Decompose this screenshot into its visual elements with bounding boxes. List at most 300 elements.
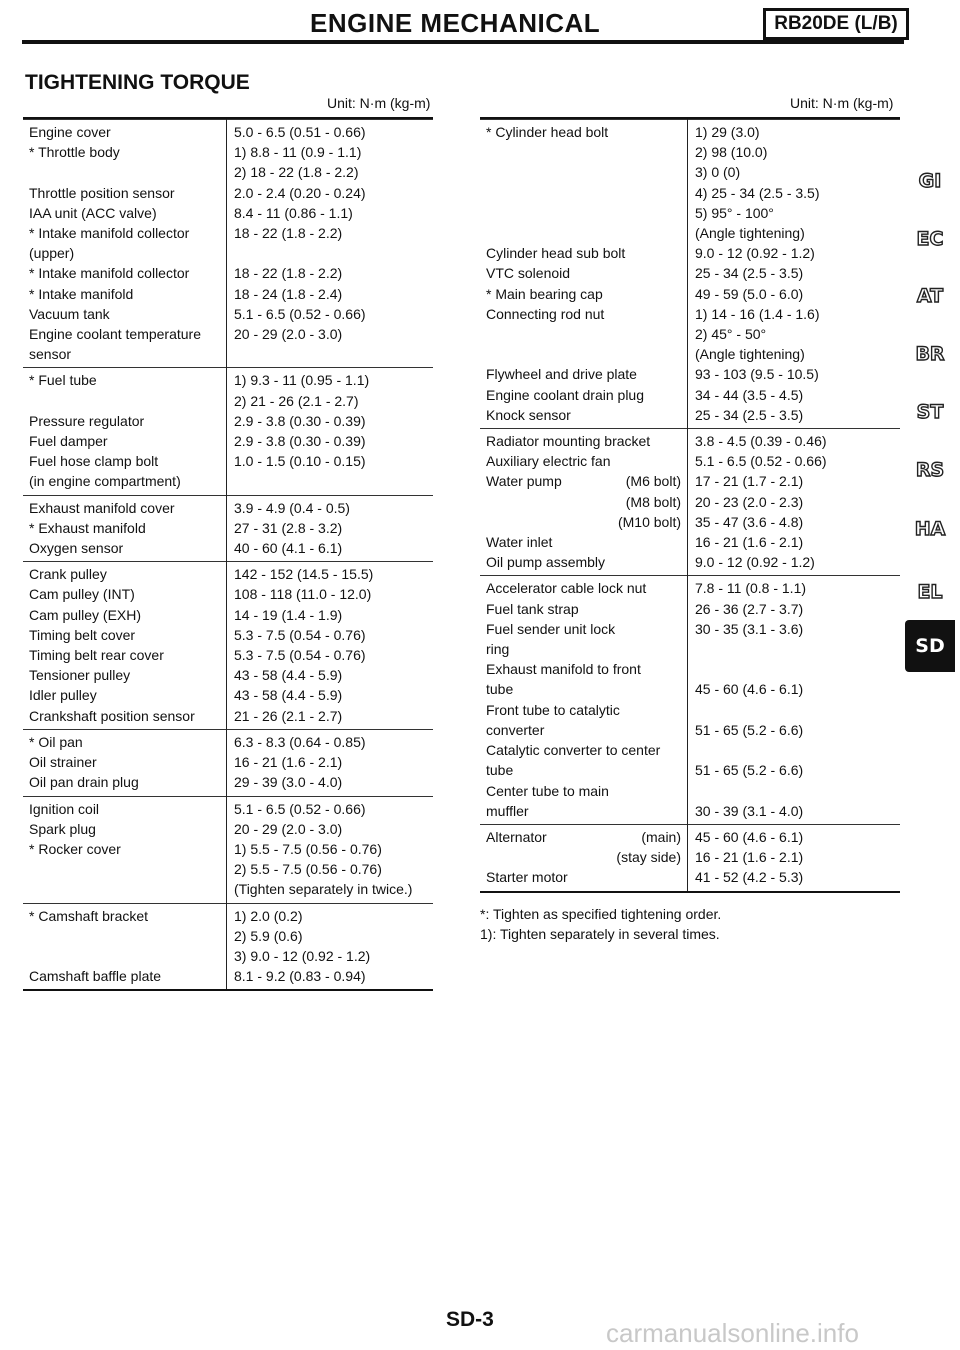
component-name-cell (480, 867, 687, 887)
table-row (480, 203, 900, 223)
table-row (480, 405, 900, 425)
table-group (480, 119, 900, 428)
table-row (23, 926, 433, 946)
component-name-cell (480, 781, 687, 801)
torque-value: 108 - 118 (11.0 - 12.0) (234, 586, 372, 603)
component-name (23, 859, 226, 879)
torque-value: 34 - 44 (3.5 - 4.5) (695, 386, 804, 403)
table-row (480, 162, 900, 182)
section-tab-at[interactable]: AT (916, 285, 944, 307)
table-row (23, 645, 433, 665)
notes (480, 904, 721, 944)
component-name-cell (480, 659, 687, 679)
table-row (480, 385, 900, 405)
component-name-cell (480, 304, 687, 324)
component-name-cell (480, 639, 687, 659)
watermark: carmanualsonline.info (606, 1318, 859, 1348)
torque-value: 93 - 103 (9.5 - 10.5) (695, 366, 819, 383)
torque-value: 25 - 34 (2.5 - 3.5) (695, 265, 804, 282)
torque-value (687, 700, 900, 720)
table-row (480, 599, 900, 619)
component-name: Engine coolant drain plug (486, 386, 645, 403)
table-row (23, 879, 433, 899)
component-qualifier: (main) (641, 828, 681, 845)
table-row (23, 605, 433, 625)
torque-value: 2) 98 (10.0) (695, 144, 768, 161)
torque-value: 2) 5.5 - 7.5 (0.56 - 0.76) (234, 861, 382, 878)
table-row (23, 391, 433, 411)
component-name: Fuel tank strap (486, 600, 579, 617)
table-row (23, 304, 433, 324)
table-row (23, 344, 433, 364)
component-name-cell (480, 679, 687, 699)
table-row (23, 906, 433, 926)
table-row (23, 732, 433, 752)
torque-value: 2) 18 - 22 (1.8 - 2.2) (234, 164, 359, 181)
table-group (23, 367, 433, 494)
component-name: Cam pulley (EXH) (29, 606, 142, 623)
section-tab-rs[interactable]: RS (915, 459, 945, 481)
component-name: Oxygen sensor (29, 540, 124, 557)
component-name: * Camshaft bracket (29, 907, 149, 924)
table-row (23, 625, 433, 645)
table-row (23, 203, 433, 223)
table-row (23, 584, 433, 604)
section-tab-ha[interactable]: HA (914, 518, 946, 540)
table-group (23, 796, 433, 903)
component-name: Starter motor (486, 869, 568, 886)
component-name: Vacuum tank (29, 305, 110, 322)
table-row (480, 324, 900, 344)
table-row (480, 183, 900, 203)
torque-value: 21 - 26 (2.1 - 2.7) (234, 707, 343, 724)
component-name-cell (480, 492, 687, 512)
table-row (480, 720, 900, 740)
table-row (23, 183, 433, 203)
table-row (480, 122, 900, 142)
torque-value: 20 - 29 (2.0 - 3.0) (234, 820, 343, 837)
table-group (23, 903, 433, 990)
component-name: Crank pulley (29, 566, 107, 583)
component-name-cell (480, 364, 687, 384)
torque-value (687, 639, 900, 659)
torque-value: 20 - 23 (2.0 - 2.3) (695, 493, 804, 510)
table-row (23, 122, 433, 142)
component-name: Fuel damper (29, 433, 108, 450)
component-name (23, 162, 226, 182)
table-row (23, 498, 433, 518)
component-name: Alternator (486, 828, 547, 845)
torque-value: 16 - 21 (1.6 - 2.1) (695, 849, 804, 866)
component-name: Throttle position sensor (29, 184, 175, 201)
component-name-cell (480, 405, 687, 425)
torque-value: 26 - 36 (2.7 - 3.7) (695, 600, 804, 617)
table-row (23, 538, 433, 558)
section-tab-el[interactable]: EL (917, 581, 943, 603)
torque-value: 25 - 34 (2.5 - 3.5) (695, 406, 804, 423)
torque-value: 8.4 - 11 (0.86 - 1.1) (234, 204, 353, 221)
component-name: Ignition coil (29, 800, 100, 817)
torque-value: 30 - 35 (3.1 - 3.6) (695, 620, 804, 637)
table-row (480, 578, 900, 598)
table-row (480, 263, 900, 283)
torque-value: 2.0 - 2.4 (0.20 - 0.24) (234, 184, 366, 201)
component-name: Radiator mounting bracket (486, 433, 651, 450)
component-name-cell (480, 263, 687, 283)
component-name: Connecting rod nut (486, 305, 605, 322)
table-row (480, 344, 900, 364)
table-row (23, 685, 433, 705)
component-name: VTC solenoid (486, 265, 571, 282)
torque-value: 5.1 - 6.5 (0.52 - 0.66) (695, 453, 827, 470)
section-tab-sd[interactable]: SD (905, 620, 955, 672)
component-name-cell (480, 243, 687, 263)
torque-value: 1) 8.8 - 11 (0.9 - 1.1) (234, 144, 362, 161)
torque-value: 7.8 - 11 (0.8 - 1.1) (695, 580, 807, 597)
component-name-cell (480, 122, 687, 142)
table-row (23, 966, 433, 986)
component-name-cell (480, 385, 687, 405)
component-name: Oil pan drain plug (29, 774, 139, 791)
torque-value: 20 - 29 (2.0 - 3.0) (234, 326, 343, 343)
torque-value: 35 - 47 (3.6 - 4.8) (695, 513, 804, 530)
torque-value: 3.9 - 4.9 (0.4 - 0.5) (234, 499, 350, 516)
torque-value: 30 - 39 (3.1 - 4.0) (695, 802, 804, 819)
component-name-cell (480, 203, 687, 223)
table-row (480, 532, 900, 552)
unit-label-left: Unit: N·m (kg-m) (327, 95, 431, 111)
table-row (480, 781, 900, 801)
table-row (480, 304, 900, 324)
torque-value: 17 - 21 (1.7 - 2.1) (695, 473, 804, 490)
torque-value (687, 740, 900, 760)
component-name-cell (480, 847, 687, 867)
table-row (23, 411, 433, 431)
table-row (480, 619, 900, 639)
torque-value: 1) 9.3 - 11 (0.95 - 1.1) (234, 372, 370, 389)
component-name: Camshaft baffle plate (29, 968, 162, 985)
component-name-cell (480, 740, 687, 760)
table-row (23, 752, 433, 772)
table-row (23, 518, 433, 538)
component-name: * Oil pan (29, 733, 83, 750)
table-row (23, 142, 433, 162)
component-name-cell (480, 142, 687, 162)
component-name: converter (486, 721, 545, 738)
component-name: Fuel sender unit lock (486, 620, 616, 637)
table-row (480, 431, 900, 451)
torque-value: 1) 5.5 - 7.5 (0.56 - 0.76) (234, 840, 382, 857)
component-name-cell (480, 599, 687, 619)
torque-value: 18 - 22 (1.8 - 2.2) (234, 265, 343, 282)
component-name: Catalytic converter to center (486, 742, 661, 759)
component-name: Idler pulley (29, 687, 97, 704)
component-name: Water pump (486, 473, 562, 490)
section-tab-gi[interactable]: GI (918, 170, 942, 192)
torque-value: 45 - 60 (4.6 - 6.1) (695, 681, 804, 698)
component-name: IAA unit (ACC valve) (29, 204, 157, 221)
table-row (23, 859, 433, 879)
component-name-cell (480, 512, 687, 532)
component-name (23, 946, 226, 966)
table-row (23, 706, 433, 726)
component-name-cell (480, 471, 687, 491)
torque-value: 40 - 60 (4.1 - 6.1) (234, 540, 343, 557)
table-row (23, 772, 433, 792)
component-name: * Fuel tube (29, 372, 97, 389)
torque-value: 16 - 21 (1.6 - 2.1) (234, 754, 343, 771)
table-row (480, 223, 900, 243)
table-row (23, 263, 433, 283)
component-name: Front tube to catalytic (486, 701, 620, 718)
component-name: Timing belt cover (29, 626, 136, 643)
table-row (480, 364, 900, 384)
component-qualifier: (M10 bolt) (617, 513, 681, 530)
component-qualifier: (M8 bolt) (625, 493, 681, 510)
table-row (480, 639, 900, 659)
torque-value: 49 - 59 (5.0 - 6.0) (695, 285, 804, 302)
torque-value (687, 659, 900, 679)
table-group (23, 119, 433, 367)
table-group (480, 575, 900, 823)
table-group (23, 729, 433, 796)
torque-value: (Tighten separately in twice.) (234, 881, 413, 898)
component-name: Cylinder head sub bolt (486, 245, 626, 262)
component-name: Engine cover (29, 124, 111, 140)
section-tab-st[interactable]: ST (916, 401, 944, 423)
table-row (23, 471, 433, 491)
table-row (23, 819, 433, 839)
component-name: * Intake manifold (29, 285, 134, 302)
component-name: (in engine compartment) (29, 473, 181, 490)
component-name-cell (480, 619, 687, 639)
torque-value: 27 - 31 (2.8 - 3.2) (234, 519, 343, 536)
component-name-cell (480, 344, 687, 364)
table-row (480, 740, 900, 760)
torque-value: 2.9 - 3.8 (0.30 - 0.39) (234, 412, 366, 429)
component-name-cell (480, 162, 687, 182)
component-name: (upper) (29, 245, 75, 262)
torque-value: 43 - 58 (4.4 - 5.9) (234, 687, 343, 704)
section-tab-ec[interactable]: EC (916, 228, 944, 250)
torque-value: 1.0 - 1.5 (0.10 - 0.15) (234, 453, 366, 470)
torque-value: 5.1 - 6.5 (0.52 - 0.66) (234, 800, 366, 817)
note-tighten-separately: 1): Tighten separately in several times. (480, 926, 720, 942)
torque-value: 5.1 - 6.5 (0.52 - 0.66) (234, 305, 366, 322)
table-row (480, 659, 900, 679)
torque-value: 142 - 152 (14.5 - 15.5) (234, 566, 374, 583)
torque-value: 14 - 19 (1.4 - 1.9) (234, 606, 343, 623)
component-name: * Cylinder head bolt (486, 124, 609, 140)
component-name-cell (480, 451, 687, 471)
table-row (23, 162, 433, 182)
component-name: Knock sensor (486, 406, 571, 423)
torque-value (226, 344, 433, 364)
torque-value: 51 - 65 (5.2 - 6.6) (695, 762, 804, 779)
component-name: * Main bearing cap (486, 285, 603, 302)
table-row (23, 223, 433, 243)
component-name: * Rocker cover (29, 840, 121, 857)
component-name: Water inlet (486, 534, 553, 551)
table-row (23, 451, 433, 471)
component-name: * Throttle body (29, 144, 120, 161)
component-name-cell (480, 431, 687, 451)
component-name: tube (486, 762, 514, 779)
component-name: Exhaust manifold cover (29, 499, 175, 516)
component-name: Engine coolant temperature (29, 326, 201, 343)
table-row (23, 799, 433, 819)
header-rule (22, 40, 904, 44)
torque-value: (Angle tightening) (695, 225, 805, 242)
table-row (480, 552, 900, 572)
component-name: Center tube to main (486, 782, 609, 799)
component-name: * Exhaust manifold (29, 519, 146, 536)
torque-value: 9.0 - 12 (0.92 - 1.2) (695, 554, 815, 571)
torque-value: 2) 21 - 26 (2.1 - 2.7) (234, 392, 359, 409)
component-name: tube (486, 681, 514, 698)
torque-value: 1) 2.0 (0.2) (234, 907, 303, 924)
component-name-cell (480, 578, 687, 598)
torque-value: 5.3 - 7.5 (0.54 - 0.76) (234, 626, 366, 643)
component-qualifier: (M6 bolt) (625, 473, 681, 490)
torque-value: 41 - 52 (4.2 - 5.3) (695, 869, 804, 886)
table-row (480, 867, 900, 887)
component-name: * Intake manifold collector (29, 225, 190, 242)
torque-value: 6.3 - 8.3 (0.64 - 0.85) (234, 733, 366, 750)
torque-value: 2.9 - 3.8 (0.30 - 0.39) (234, 433, 366, 450)
component-name: Exhaust manifold to front (486, 661, 641, 678)
table-row (480, 512, 900, 532)
left-torque-table (23, 117, 433, 991)
torque-value (226, 243, 433, 263)
torque-value: 8.1 - 9.2 (0.83 - 0.94) (234, 968, 366, 985)
table-group (23, 561, 433, 729)
note-tightening-order: *: Tighten as specified tightening order. (480, 906, 722, 922)
table-row (480, 760, 900, 780)
torque-value: (Angle tightening) (695, 346, 805, 363)
table-row (480, 827, 900, 847)
table-row (480, 284, 900, 304)
component-name: Pressure regulator (29, 412, 145, 429)
torque-value: 2) 45° - 50° (695, 326, 767, 343)
component-name (23, 879, 226, 899)
torque-value: 9.0 - 12 (0.92 - 1.2) (695, 245, 815, 262)
component-name (23, 391, 226, 411)
table-row (23, 370, 433, 390)
torque-value: 1) 29 (3.0) (695, 124, 760, 140)
section-title: TIGHTENING TORQUE (25, 71, 250, 94)
right-torque-table (480, 117, 900, 893)
component-name: Timing belt rear cover (29, 647, 164, 664)
component-name-cell (480, 700, 687, 720)
component-name: Accelerator cable lock nut (486, 580, 647, 597)
table-row (23, 284, 433, 304)
right-table-divider (687, 119, 688, 891)
table-row (23, 946, 433, 966)
left-table-divider (226, 119, 227, 989)
table-row (480, 700, 900, 720)
torque-value: 16 - 21 (1.6 - 2.1) (695, 534, 804, 551)
component-name-cell (480, 552, 687, 572)
torque-value: 45 - 60 (4.6 - 6.1) (695, 828, 804, 845)
component-name-cell (480, 284, 687, 304)
torque-value: 4) 25 - 34 (2.5 - 3.5) (695, 184, 820, 201)
torque-value: 5) 95° - 100° (695, 204, 774, 221)
table-row (480, 801, 900, 821)
table-row (480, 243, 900, 263)
component-name (23, 926, 226, 946)
component-name-cell (480, 183, 687, 203)
torque-value (687, 781, 900, 801)
table-group (23, 495, 433, 562)
torque-value: 5.3 - 7.5 (0.54 - 0.76) (234, 647, 366, 664)
table-row (480, 492, 900, 512)
table-group (480, 428, 900, 575)
torque-value: 3) 9.0 - 12 (0.92 - 1.2) (234, 947, 371, 964)
component-name-cell (480, 324, 687, 344)
table-row (480, 451, 900, 471)
torque-value: 43 - 58 (4.4 - 5.9) (234, 667, 343, 684)
component-name: Fuel hose clamp bolt (29, 453, 159, 470)
table-row (23, 564, 433, 584)
torque-value: 18 - 24 (1.8 - 2.4) (234, 285, 343, 302)
component-name: Tensioner pulley (29, 667, 131, 684)
table-row (23, 839, 433, 859)
component-name: muffler (486, 802, 529, 819)
component-name: * Intake manifold collector (29, 265, 190, 282)
page-number: SD-3 (446, 1308, 494, 1331)
component-name-cell (480, 827, 687, 847)
torque-value: 1) 14 - 16 (1.4 - 1.6) (695, 305, 820, 322)
section-tab-br[interactable]: BR (915, 343, 945, 365)
component-name: Crankshaft position sensor (29, 707, 195, 724)
table-row (480, 142, 900, 162)
table-row (23, 431, 433, 451)
torque-value (226, 471, 433, 491)
component-name-cell (480, 532, 687, 552)
component-name-cell (480, 760, 687, 780)
table-row (23, 665, 433, 685)
component-name: Oil strainer (29, 754, 97, 771)
torque-value: 51 - 65 (5.2 - 6.6) (695, 721, 804, 738)
component-name: Spark plug (29, 820, 96, 837)
torque-value: 29 - 39 (3.0 - 4.0) (234, 774, 343, 791)
component-name: Auxiliary electric fan (486, 453, 611, 470)
component-name: Flywheel and drive plate (486, 366, 637, 383)
component-name: Cam pulley (INT) (29, 586, 135, 603)
table-row (23, 243, 433, 263)
table-group (480, 824, 900, 891)
torque-value: 2) 5.9 (0.6) (234, 927, 303, 944)
torque-value: 3.8 - 4.5 (0.39 - 0.46) (695, 433, 827, 450)
component-name-cell (480, 801, 687, 821)
table-row (480, 847, 900, 867)
engine-model-badge: RB20DE (L/B) (763, 8, 909, 40)
table-row (23, 324, 433, 344)
unit-label-right: Unit: N·m (kg-m) (790, 95, 894, 111)
page-header-title: ENGINE MECHANICAL (310, 8, 601, 38)
torque-value: 18 - 22 (1.8 - 2.2) (234, 225, 343, 242)
component-name: Oil pump assembly (486, 554, 606, 571)
component-name-cell (480, 720, 687, 740)
table-row (480, 471, 900, 491)
table-row (480, 679, 900, 699)
torque-value: 3) 0 (0) (695, 164, 741, 181)
component-name: ring (486, 641, 510, 658)
component-qualifier: (stay side) (616, 849, 681, 866)
torque-value: 5.0 - 6.5 (0.51 - 0.66) (234, 124, 366, 140)
component-name: sensor (29, 346, 72, 363)
